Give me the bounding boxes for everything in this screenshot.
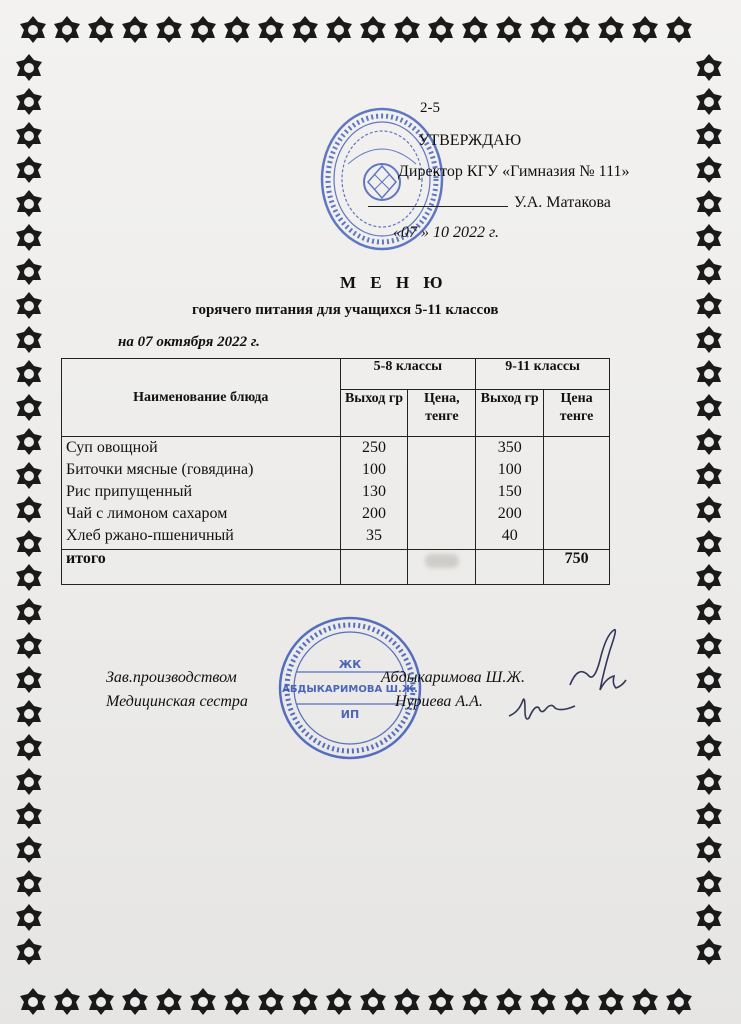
border-ornament [460, 14, 490, 44]
g1-yield-value: 35 [365, 527, 382, 544]
border-ornament [528, 986, 558, 1016]
stamp-text-bottom: ИП [340, 708, 360, 721]
border-ornament [694, 732, 724, 762]
border-ornament [14, 426, 44, 456]
border-ornament [392, 986, 422, 1016]
border-ornament [14, 936, 44, 966]
border-ornament [694, 800, 724, 830]
border-ornament [392, 14, 422, 44]
border-ornament [694, 222, 724, 252]
dish-name: Рис припущенный [66, 483, 193, 500]
border-ornament [694, 120, 724, 150]
border-ornament [358, 14, 388, 44]
menu-date: на 07 октября 2022 г. [118, 334, 260, 350]
border-ornament [664, 14, 694, 44]
g1-yield-value: 200 [361, 505, 386, 522]
border-ornament [596, 14, 626, 44]
name-nurse: Нуриева А.А. [395, 693, 483, 710]
border-ornament [426, 14, 456, 44]
border-ornament [154, 14, 184, 44]
menu-table [61, 358, 610, 585]
border-ornament [630, 14, 660, 44]
border-ornament [14, 222, 44, 252]
total-g1-price [408, 550, 476, 585]
border-ornament [86, 14, 116, 44]
border-ornament [694, 290, 724, 320]
border-ornament [256, 14, 286, 44]
border-ornament [14, 188, 44, 218]
page-title: М Е Н Ю [340, 273, 448, 292]
border-ornament [120, 986, 150, 1016]
border-ornament [694, 902, 724, 932]
border-ornament [14, 52, 44, 82]
group-5-8-header: 5-8 классы [340, 359, 476, 390]
g1-yield-value: 130 [361, 483, 386, 500]
border-ornament [694, 494, 724, 524]
document-number: 2-5 [420, 100, 440, 116]
border-ornament [14, 256, 44, 286]
dish-name-header: Наименование блюда [62, 359, 341, 437]
g2-price-header: Цена тенге [544, 390, 610, 437]
border-ornament [494, 986, 524, 1016]
border-ornament [14, 358, 44, 388]
role-production-head: Зав.производством [106, 669, 237, 686]
border-ornament [694, 698, 724, 728]
border-ornament [256, 986, 286, 1016]
dish-rows [62, 437, 610, 550]
g2-yield-value: 150 [497, 483, 522, 500]
border-ornament [18, 986, 48, 1016]
border-ornament [694, 562, 724, 592]
border-ornament [694, 460, 724, 490]
border-ornament [14, 902, 44, 932]
border-ornament [290, 986, 320, 1016]
stamp-text-top: ЖК [338, 658, 362, 671]
border-ornament [324, 986, 354, 1016]
border-ornament [460, 986, 490, 1016]
border-ornament [14, 154, 44, 184]
border-ornament [694, 188, 724, 218]
border-ornament [664, 986, 694, 1016]
dish-name: Биточки мясные (говядина) [66, 461, 254, 478]
border-ornament [290, 14, 320, 44]
border-ornament [188, 986, 218, 1016]
name-production-head: Абдыкаримова Ш.Ж. [381, 669, 525, 686]
border-ornament [324, 14, 354, 44]
border-ornament [222, 986, 252, 1016]
border-ornament [694, 766, 724, 796]
border-ornament [14, 868, 44, 898]
border-ornament [14, 596, 44, 626]
border-ornament [14, 664, 44, 694]
border-ornament [694, 154, 724, 184]
border-ornament [14, 324, 44, 354]
border-ornament [154, 986, 184, 1016]
border-ornament [694, 630, 724, 660]
director-title: Директор КГУ «Гимназия № 111» [398, 163, 630, 180]
border-ornament [630, 986, 660, 1016]
approve-label: УТВЕРЖДАЮ [418, 132, 522, 149]
border-ornament [596, 986, 626, 1016]
border-ornament [14, 698, 44, 728]
total-g1-yield [340, 550, 408, 585]
g1-yield-header: Выход гр [340, 390, 408, 437]
approval-date: «07 » 10 2022 г. [393, 224, 500, 241]
border-ornament [14, 732, 44, 762]
border-ornament [14, 834, 44, 864]
border-ornament [694, 868, 724, 898]
border-ornament [86, 986, 116, 1016]
g2-price-cell [544, 437, 610, 550]
border-ornament [14, 290, 44, 320]
border-ornament [14, 800, 44, 830]
g2-yield-value: 200 [497, 505, 522, 522]
border-ornament [694, 528, 724, 558]
border-ornament [358, 986, 388, 1016]
g2-yield-value: 100 [497, 461, 522, 478]
total-g2-yield [476, 550, 544, 585]
border-ornament [14, 86, 44, 116]
dish-name: Суп овощной [66, 439, 158, 456]
border-ornament [694, 936, 724, 966]
border-ornament [14, 494, 44, 524]
border-ornament [694, 358, 724, 388]
g2-yield-value: 350 [497, 439, 522, 456]
g1-yield-cell [340, 437, 408, 550]
group-9-11-header: 9-11 классы [476, 359, 610, 390]
border-ornament [426, 986, 456, 1016]
g1-price-cell [408, 437, 476, 550]
border-ornament [694, 256, 724, 286]
director-signature-line [368, 194, 611, 212]
border-ornament [694, 392, 724, 422]
border-ornament [562, 14, 592, 44]
border-ornament [52, 986, 82, 1016]
dish-name: Хлеб ржано-пшеничный [66, 527, 234, 544]
page-subtitle: горячего питания для учащихся 5-11 классов [192, 302, 499, 318]
g2-yield-value: 40 [501, 527, 518, 544]
g1-yield-value: 100 [361, 461, 386, 478]
signature-1 [560, 615, 640, 700]
g1-yield-value: 250 [361, 439, 386, 456]
total-g2-price: 750 [544, 550, 610, 585]
border-ornament [52, 14, 82, 44]
border-ornament [528, 14, 558, 44]
border-ornament [494, 14, 524, 44]
border-ornament [188, 14, 218, 44]
g1-price-header: Цена, тенге [408, 390, 476, 437]
border-ornament [14, 630, 44, 660]
border-ornament [14, 120, 44, 150]
g2-yield-header: Выход гр [476, 390, 544, 437]
stamp-text-middle: АБДЫКАРИМОВА Ш.Ж. [282, 684, 418, 695]
dish-names-cell [62, 437, 341, 550]
border-ornament [18, 14, 48, 44]
border-ornament [694, 426, 724, 456]
total-label: итого [62, 550, 341, 585]
ip-round-stamp [277, 614, 423, 762]
signature-2 [505, 690, 585, 730]
border-ornament [14, 528, 44, 558]
g2-yield-cell [476, 437, 544, 550]
border-ornament [14, 392, 44, 422]
border-ornament [694, 86, 724, 116]
border-ornament [14, 562, 44, 592]
total-row [62, 550, 610, 585]
border-ornament [694, 324, 724, 354]
border-ornament [694, 664, 724, 694]
border-ornament [120, 14, 150, 44]
border-ornament [14, 766, 44, 796]
dish-name: Чай с лимоном сахаром [66, 505, 228, 522]
border-ornament [694, 834, 724, 864]
role-nurse: Медицинская сестра [106, 693, 248, 710]
redacted-value [425, 554, 459, 568]
director-name: У.А. Матакова [514, 194, 611, 211]
border-ornament [694, 52, 724, 82]
border-ornament [14, 460, 44, 490]
border-ornament [562, 986, 592, 1016]
border-ornament [222, 14, 252, 44]
border-ornament [694, 596, 724, 626]
